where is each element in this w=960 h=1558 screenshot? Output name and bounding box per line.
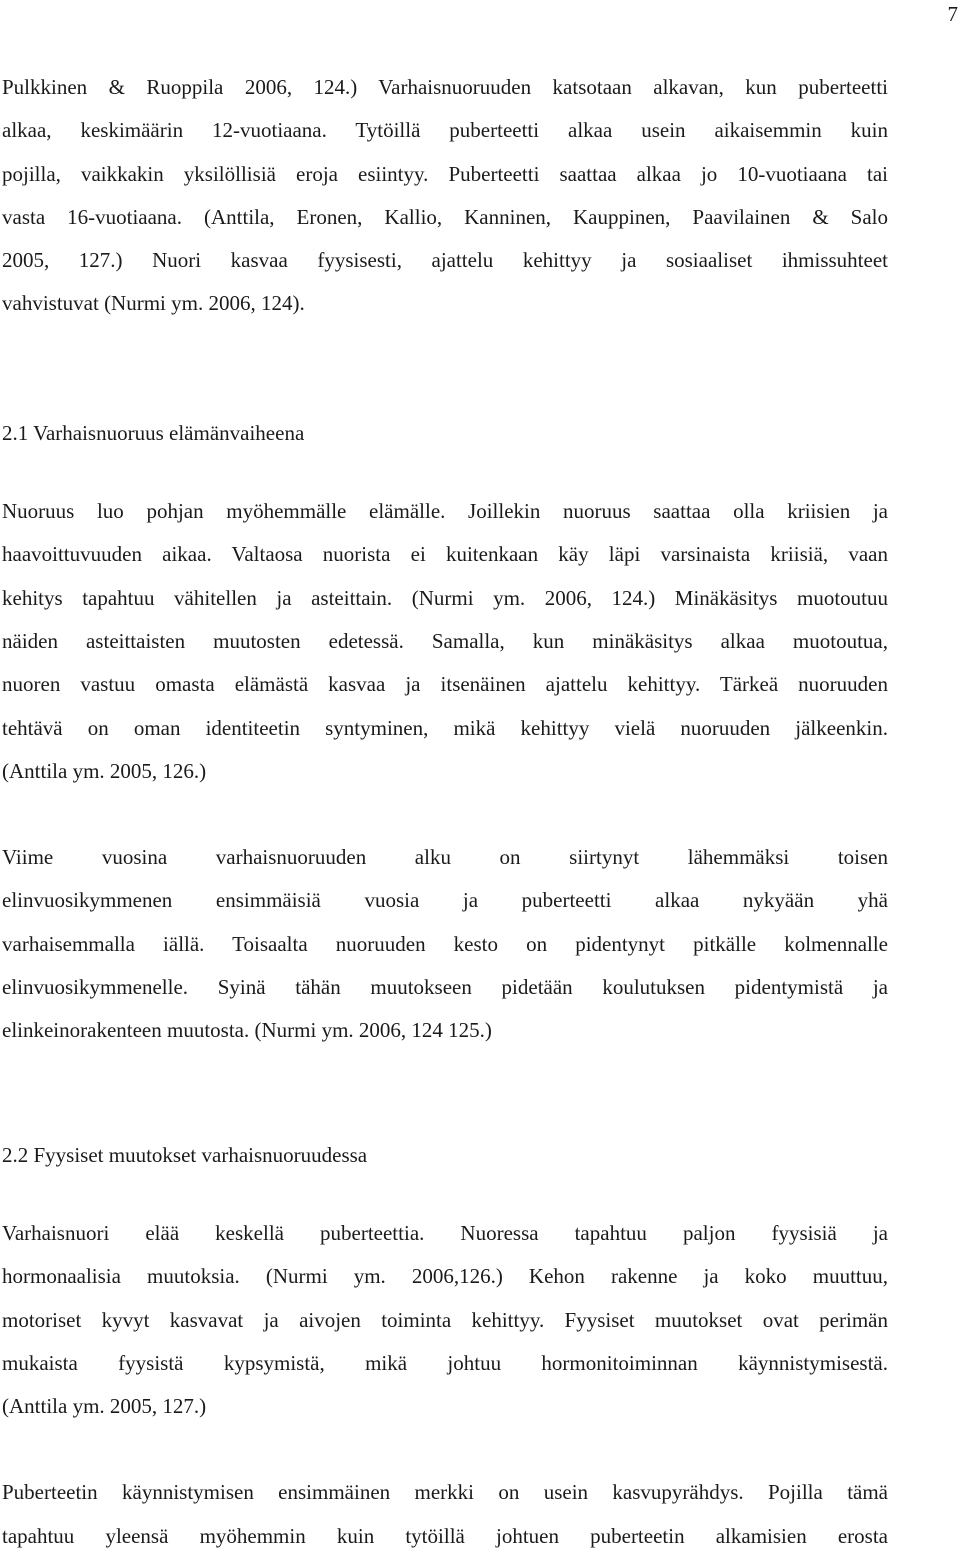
text-line: tapahtuu yleensä myöhemmin kuin tytöillä johtuen puberteetin alkamisien erosta xyxy=(2,1523,888,1548)
text-line: vasta 16-vuotiaana. (Anttila, Eronen, Kallio, Kanninen, Kauppinen, Paavilainen & Salo xyxy=(2,204,888,229)
text-line: varhaisemmalla iällä. Toisaalta nuoruuden kesto on pidentynyt pitkälle kolmennalle xyxy=(2,931,888,956)
text-line: näiden asteittaisten muutosten edetessä. Samalla, kun minäkäsitys alkaa muotoutua, xyxy=(2,628,888,653)
paragraph-3 xyxy=(2,836,888,1052)
section-heading-2-2: 2.2 Fyysiset muutokset varhaisnuoruudessa xyxy=(2,1142,368,1167)
text-line: haavoittuvuuden aikaa. Valtaosa nuorista ei kuitenkaan käy läpi varsinaista kriisiä, vaan xyxy=(2,542,888,567)
text-line: tehtävä on oman identiteetin syntyminen, mikä kehittyy vielä nuoruuden jälkeenkin. xyxy=(2,715,888,740)
section-heading-2-1: 2.1 Varhaisnuoruus elämänvaiheena xyxy=(2,420,305,445)
text-line: elinvuosikymmenen ensimmäisiä vuosia ja puberteetti alkaa nykyään yhä xyxy=(2,888,888,913)
text-line: Puberteetin käynnistymisen ensimmäinen merkki on usein kasvupyrähdys. Pojilla tämä xyxy=(2,1480,888,1505)
text-line: (Anttila ym. 2005, 126.) xyxy=(2,758,207,783)
text-line: Viime vuosina varhaisnuoruuden alku on siirtynyt lähemmäksi toisen xyxy=(2,845,888,870)
paragraph-1 xyxy=(2,66,888,326)
text-line: hormonaalisia muutoksia. (Nurmi ym. 2006,126.) Kehon rakenne ja koko muuttuu, xyxy=(2,1264,888,1289)
text-line: elinkeinorakenteen muutosta. (Nurmi ym. 2006, 124 125.) xyxy=(2,1018,492,1043)
text-line: vahvistuvat (Nurmi ym. 2006, 124). xyxy=(2,291,305,316)
text-line: Nuoruus luo pohjan myöhemmälle elämälle. Joillekin nuoruus saattaa olla kriisien ja xyxy=(2,499,888,524)
text-line: mukaista fyysistä kypsymistä, mikä johtuu hormonitoiminnan käynnistymisestä. xyxy=(2,1350,888,1375)
document-body xyxy=(2,66,888,1558)
text-line: kehitys tapahtuu vähitellen ja asteittain. (Nurmi ym. 2006, 124.) Minäkäsitys muotoutuu xyxy=(2,585,888,610)
text-line: 2005, 127.) Nuori kasvaa fyysisesti, ajattelu kehittyy ja sosiaaliset ihmissuhteet xyxy=(2,248,888,273)
text-line: alkaa, keskimäärin 12-vuotiaana. Tytöillä puberteetti alkaa usein aikaisemmin kuin xyxy=(2,118,888,143)
text-line: elinvuosikymmenelle. Syinä tähän muutokseen pidetään koulutuksen pidentymistä ja xyxy=(2,975,888,1000)
paragraph-5 xyxy=(2,1471,888,1558)
text-line: (Anttila ym. 2005, 127.) xyxy=(2,1394,207,1419)
text-line: motoriset kyvyt kasvavat ja aivojen toiminta kehittyy. Fyysiset muutokset ovat perimän xyxy=(2,1307,888,1332)
text-line: Pulkkinen & Ruoppila 2006, 124.) Varhaisnuoruuden katsotaan alkavan, kun puberteetti xyxy=(2,75,888,99)
text-line: Varhaisnuori elää keskellä puberteettia. Nuoressa tapahtuu paljon fyysisiä ja xyxy=(2,1220,888,1245)
text-line: nuoren vastuu omasta elämästä kasvaa ja itsenäinen ajattelu kehittyy. Tärkeä nuoruuden xyxy=(2,672,888,697)
text-line: pojilla, vaikkakin yksilöllisiä eroja esiintyy. Puberteetti saattaa alkaa jo 10-vuotiaana tai xyxy=(2,161,888,186)
paragraph-4 xyxy=(2,1212,888,1428)
paragraph-2 xyxy=(2,490,888,793)
page-number: 7 xyxy=(947,2,958,26)
